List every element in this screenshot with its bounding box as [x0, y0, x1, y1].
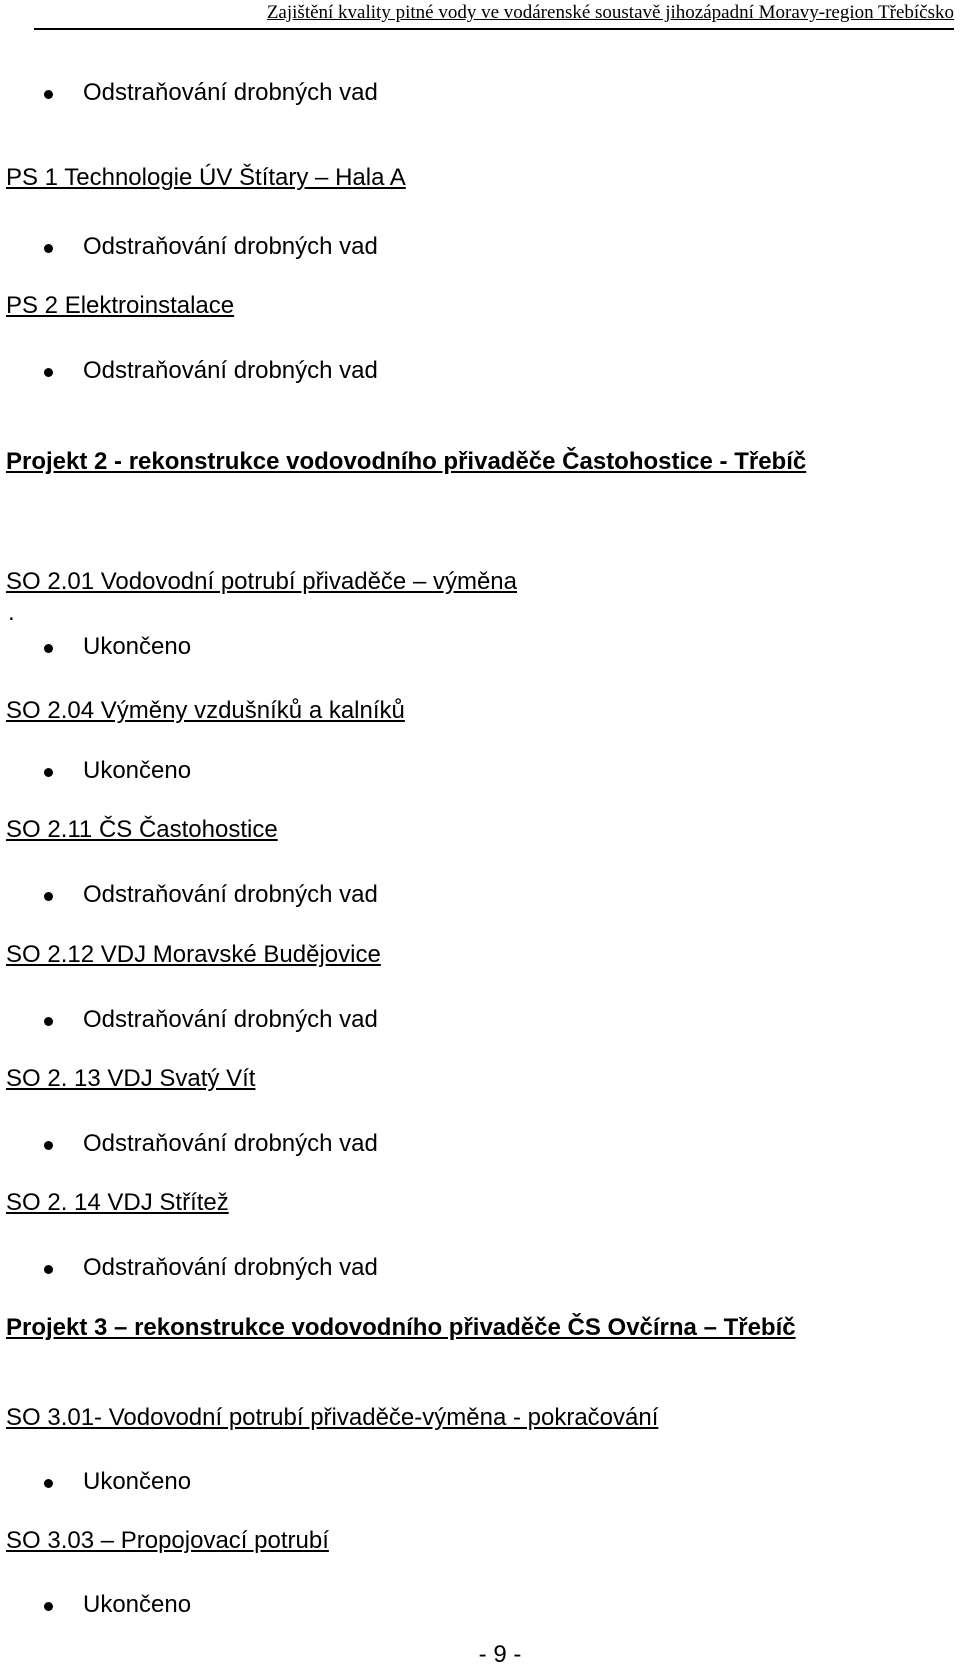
- stray-dot: .: [8, 599, 15, 626]
- section-heading: SO 2.01 Vodovodní potrubí přivaděče – výměna: [6, 568, 517, 595]
- section-heading: SO 3.01- Vodovodní potrubí přivaděče-výměna - pokračování: [6, 1404, 659, 1431]
- list-item: Ukončeno: [83, 633, 192, 660]
- list-item: Odstraňování drobných vad: [83, 1006, 378, 1033]
- bullet-icon: [44, 892, 53, 901]
- section-heading: PS 2 Elektroinstalace: [6, 292, 235, 319]
- section-heading: SO 2.11 ČS Častohostice: [6, 816, 278, 843]
- list-item: Odstraňování drobných vad: [83, 1130, 378, 1157]
- page-header: Zajištění kvality pitné vody ve vodárenské soustavě jihozápadní Moravy-region Třebíčsko: [34, 0, 954, 30]
- list-item: Ukončeno: [83, 1468, 192, 1495]
- page-number: - 9 -: [478, 1641, 522, 1668]
- section-heading: SO 2. 13 VDJ Svatý Vít: [6, 1065, 256, 1092]
- bullet-icon: [44, 768, 53, 777]
- bullet-icon: [44, 644, 53, 653]
- list-item: Odstraňování drobných vad: [83, 79, 378, 106]
- list-item: Odstraňování drobných vad: [83, 233, 378, 260]
- section-heading: SO 3.03 – Propojovací potrubí: [6, 1527, 329, 1554]
- list-item: Odstraňování drobných vad: [83, 1254, 378, 1281]
- bullet-icon: [44, 1265, 53, 1274]
- section-heading: PS 1 Technologie ÚV Štítary – Hala A: [6, 164, 406, 191]
- section-heading: SO 2.04 Výměny vzdušníků a kalníků: [6, 697, 405, 724]
- section-heading: SO 2.12 VDJ Moravské Budějovice: [6, 941, 381, 968]
- project-heading: Projekt 2 - rekonstrukce vodovodního přivaděče Častohostice - Třebíč: [6, 448, 807, 475]
- bullet-icon: [44, 1479, 53, 1488]
- bullet-icon: [44, 1141, 53, 1150]
- bullet-icon: [44, 90, 53, 99]
- project-heading: Projekt 3 – rekonstrukce vodovodního přivaděče ČS Ovčírna – Třebíč: [6, 1314, 796, 1341]
- bullet-icon: [44, 1602, 53, 1611]
- bullet-icon: [44, 1017, 53, 1026]
- list-item: Odstraňování drobných vad: [83, 357, 378, 384]
- bullet-icon: [44, 244, 53, 253]
- bullet-icon: [44, 368, 53, 377]
- section-heading: SO 2. 14 VDJ Střítež: [6, 1189, 229, 1216]
- list-item: Odstraňování drobných vad: [83, 881, 378, 908]
- list-item: Ukončeno: [83, 757, 192, 784]
- list-item: Ukončeno: [83, 1591, 192, 1618]
